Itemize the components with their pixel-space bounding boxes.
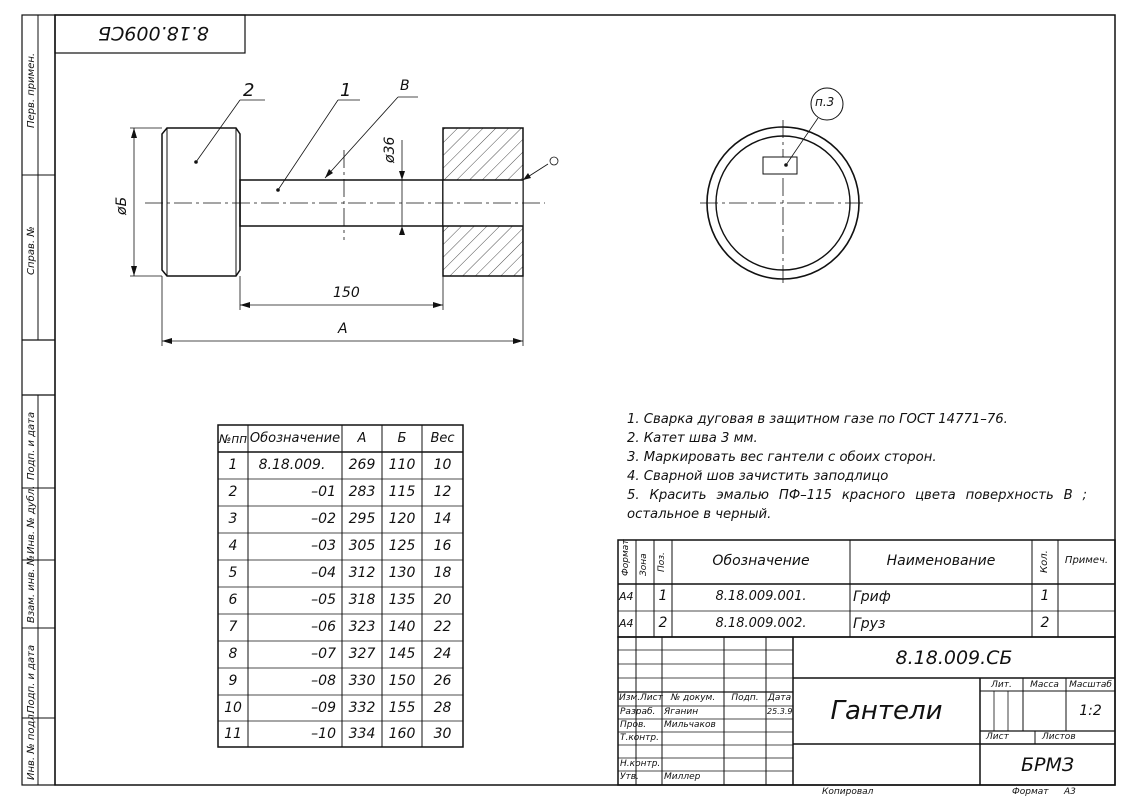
param-cell-4-5: 16 <box>433 538 452 554</box>
spec-row-2-kol: 2 <box>1040 615 1050 631</box>
col-docum-label: № докум. <box>670 693 716 703</box>
param-cell-6-1: 6 <box>228 592 238 608</box>
dim-label-150: 150 <box>333 285 360 301</box>
col-izm-label: Изм. <box>619 693 641 703</box>
param-header-a: A <box>357 431 367 446</box>
param-cell-5-5: 18 <box>433 565 452 581</box>
param-cell-1-1: 1 <box>228 457 238 473</box>
param-cell-9-2: –08 <box>311 673 336 689</box>
spec-header-naimenovanie: Наименование <box>886 553 996 569</box>
param-cell-10-2: –09 <box>311 700 336 716</box>
utv-name: Миллер <box>664 772 701 782</box>
param-cell-9-1: 9 <box>228 673 238 689</box>
spec-row-1-oboznachenie: 8.18.009.001. <box>715 589 807 604</box>
spec-row-1-poz: 1 <box>658 588 668 604</box>
param-cell-3-3: 295 <box>348 511 376 527</box>
spec-header-oboznachenie: Обозначение <box>712 553 810 569</box>
param-cell-10-1: 10 <box>224 700 242 716</box>
param-header-num: №пп <box>218 432 248 446</box>
param-cell-5-4: 130 <box>388 565 416 581</box>
prov-name: Мильчаков <box>664 720 716 730</box>
listov-label: Листов <box>1042 732 1076 742</box>
param-cell-1-5: 10 <box>433 457 452 473</box>
utv-label: Утв. <box>620 772 639 782</box>
masshtab-value: 1:2 <box>1079 703 1102 719</box>
top-stamp-text: 8.18.009СБ <box>98 22 209 44</box>
param-cell-11-4: 160 <box>388 726 416 742</box>
param-header-oboznachenie: Обозначение <box>249 431 341 446</box>
leader-label-1: 1 <box>340 80 352 101</box>
side-label-perv-primen: Перв. примен. <box>26 52 37 128</box>
spec-row-1-naimenovanie: Гриф <box>853 589 891 605</box>
param-cell-8-5: 24 <box>433 646 452 662</box>
param-cell-9-3: 330 <box>348 673 376 689</box>
param-cell-11-2: –10 <box>311 726 336 742</box>
title-designation: 8.18.009.СБ <box>895 647 1013 669</box>
circle-label-p3: п.3 <box>815 95 835 109</box>
param-header-ves: Вес <box>430 431 455 446</box>
spec-header-primech: Примеч. <box>1064 555 1109 566</box>
param-cell-7-1: 7 <box>228 619 238 635</box>
param-cell-11-1: 11 <box>224 726 242 742</box>
note-3: 3. Маркировать вес гантели с обоих сторон. <box>627 450 937 465</box>
param-cell-2-2: –01 <box>311 484 336 500</box>
nkontr-label: Н.контр. <box>620 759 661 769</box>
param-cell-5-3: 312 <box>348 565 376 581</box>
note-4: 4. Сварной шов зачистить заподлицо <box>627 469 889 484</box>
param-cell-11-5: 30 <box>433 726 452 742</box>
param-cell-7-5: 22 <box>433 619 452 635</box>
param-cell-4-4: 125 <box>388 538 416 554</box>
param-cell-6-5: 20 <box>433 592 452 608</box>
tkontr-label: Т.контр. <box>620 733 660 743</box>
dim-label-a: A <box>338 321 348 337</box>
note-5-cont: остальное в черный. <box>627 507 772 522</box>
masshtab-label: Масштаб <box>1069 680 1112 690</box>
param-cell-4-3: 305 <box>348 538 376 554</box>
param-cell-3-5: 14 <box>433 511 452 527</box>
param-cell-5-1: 5 <box>228 565 238 581</box>
param-cell-2-3: 283 <box>348 484 376 500</box>
param-cell-7-3: 323 <box>348 619 376 635</box>
param-cell-3-4: 120 <box>388 511 416 527</box>
spec-header-format: Формат <box>621 539 631 576</box>
param-cell-2-4: 115 <box>388 484 416 500</box>
param-cell-7-2: –06 <box>311 619 336 635</box>
spec-header-kol: Кол. <box>1039 550 1050 573</box>
format-value: А3 <box>1064 787 1076 797</box>
param-cell-8-1: 8 <box>228 646 238 662</box>
side-label-vzam-inv: Взам. инв. № <box>26 555 37 623</box>
param-cell-8-3: 327 <box>348 646 376 662</box>
param-cell-10-4: 155 <box>388 700 416 716</box>
lit-label: Лит. <box>991 680 1012 690</box>
param-cell-8-2: –07 <box>311 646 336 662</box>
razrab-label: Разраб. <box>620 707 656 717</box>
param-cell-8-4: 145 <box>388 646 416 662</box>
leader-label-b: В <box>400 78 410 94</box>
title-name: Гантели <box>830 696 943 726</box>
dim-label-b: øБ <box>114 196 130 215</box>
massa-label: Масса <box>1030 680 1059 690</box>
param-cell-3-2: –02 <box>311 511 336 527</box>
format-label: Формат <box>1012 787 1049 797</box>
param-cell-5-2: –04 <box>311 565 336 581</box>
spec-row-2-oboznachenie: 8.18.009.002. <box>715 616 807 631</box>
param-cell-9-4: 150 <box>388 673 416 689</box>
note-5: 5. Красить эмалью ПФ–115 красного цвета поверхность В ; <box>627 488 1087 503</box>
param-cell-6-3: 318 <box>348 592 376 608</box>
param-cell-7-4: 140 <box>388 619 416 635</box>
col-list-label: Лист <box>640 693 663 703</box>
razrab-date: 25.3.9 <box>767 707 793 716</box>
param-cell-11-3: 334 <box>348 726 376 742</box>
title-org: БРМЗ <box>1020 754 1075 776</box>
technical-notes <box>627 410 1087 524</box>
prov-label: Пров. <box>620 720 647 730</box>
spec-row-2-naimenovanie: Груз <box>853 616 886 632</box>
col-podp-label: Подп. <box>731 693 759 703</box>
leader-label-2: 2 <box>243 80 255 101</box>
kopiroval-label: Копировал <box>822 787 874 797</box>
param-cell-2-5: 12 <box>433 484 452 500</box>
param-table-grid <box>218 425 463 747</box>
param-cell-6-4: 135 <box>388 592 416 608</box>
param-cell-4-2: –03 <box>311 538 336 554</box>
param-cell-4-1: 4 <box>228 538 238 554</box>
side-label-inv-podl: Инв. № подл. <box>26 711 37 780</box>
param-cell-9-5: 26 <box>433 673 452 689</box>
side-label-podp-data-2: Подп. и дата <box>26 644 37 713</box>
spec-row-1-kol: 1 <box>1040 588 1050 604</box>
param-cell-6-2: –05 <box>311 592 336 608</box>
spec-row-2-poz: 2 <box>658 615 668 631</box>
spec-row-1-format: А4 <box>619 590 634 603</box>
note-2: 2. Катет шва 3 мм. <box>627 431 758 446</box>
param-cell-3-1: 3 <box>228 511 238 527</box>
param-cell-1-4: 110 <box>388 457 416 473</box>
dim-label-36: ø36 <box>382 136 398 163</box>
param-header-b: Б <box>397 431 407 446</box>
param-cell-2-1: 2 <box>228 484 238 500</box>
side-label-sprav: Справ. № <box>26 226 37 275</box>
spec-row-2-format: А4 <box>619 617 634 630</box>
param-cell-10-5: 28 <box>433 700 452 716</box>
param-cell-1-3: 269 <box>348 457 376 473</box>
sheet-frame <box>55 15 1115 785</box>
side-label-inv-dubl: Инв. № дубл. <box>26 485 37 554</box>
param-cell-1-2: 8.18.009. <box>258 457 326 473</box>
note-1: 1. Сварка дуговая в защитном газе по ГОСТ 14771–76. <box>627 412 1008 427</box>
list-label: Лист <box>986 732 1009 742</box>
param-cell-10-3: 332 <box>348 700 376 716</box>
spec-header-poz: Поз. <box>657 552 667 572</box>
col-data-label: Дата <box>767 693 792 703</box>
side-label-podp-data-1: Подп. и дата <box>26 411 37 480</box>
razrab-name: Яганин <box>664 707 699 717</box>
spec-header-zona: Зона <box>639 553 649 576</box>
